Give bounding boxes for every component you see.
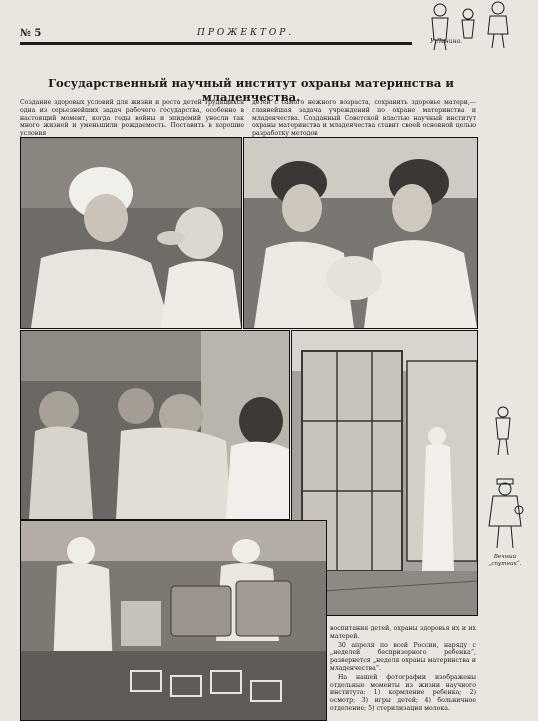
corner-caption: У Ленина.	[430, 38, 463, 45]
caption-paragraph-2: 30 апреля по всей России, наряду с „неделей беспризорного ребенка“, развернется „неделя охраны материнства и младенчества“.	[330, 641, 476, 672]
photo-milk-sterilization	[20, 520, 327, 721]
magazine-title: ПРОЖЕКТОР.	[197, 28, 295, 38]
photo-feeding	[20, 137, 242, 329]
photo-caption	[330, 625, 476, 714]
photo-children-playing	[20, 330, 290, 520]
header-rule	[20, 42, 412, 45]
article-column-1: Создание здоровых условий для жизни и роста детей трудящихся одна из серьезнейших задач рабочего государства, особенно в настоящий момент, когда годы войны и эпидемий унесли так много жизней и уменьшили рождаемость. Поставить в хорошие условия	[20, 99, 244, 138]
article-column-2: детей с самого нежного возраста, сохранить здоровье матери,—главнейшая задача учреждений по охране материнства и младенчества. Созданный Советской властью научный институт охраны материнства и младенчества ставит своей основной целью разработку методов	[252, 99, 476, 138]
issue-number: № 5	[20, 28, 42, 39]
caption-paragraph-1: воспитания детей, охраны здоровья их и их матерей.	[330, 625, 476, 640]
margin-cartoon-caption: Вечный „спутник“.	[488, 554, 522, 567]
caption-paragraph-3: На нашей фотографии изображены отдельные моменты из жизни научного института: 1) кормление ребенка; 2) осмотр; 3) игры детей; 4) больничное отделение; 5) стерилизация молока.	[330, 673, 476, 712]
article-headline: Государственный научный институт охраны материнства и младенчества.	[48, 76, 454, 104]
margin-cartoon-figure-large	[485, 478, 525, 550]
margin-cartoon-figure-small	[488, 405, 518, 457]
photo-examination	[243, 137, 478, 329]
